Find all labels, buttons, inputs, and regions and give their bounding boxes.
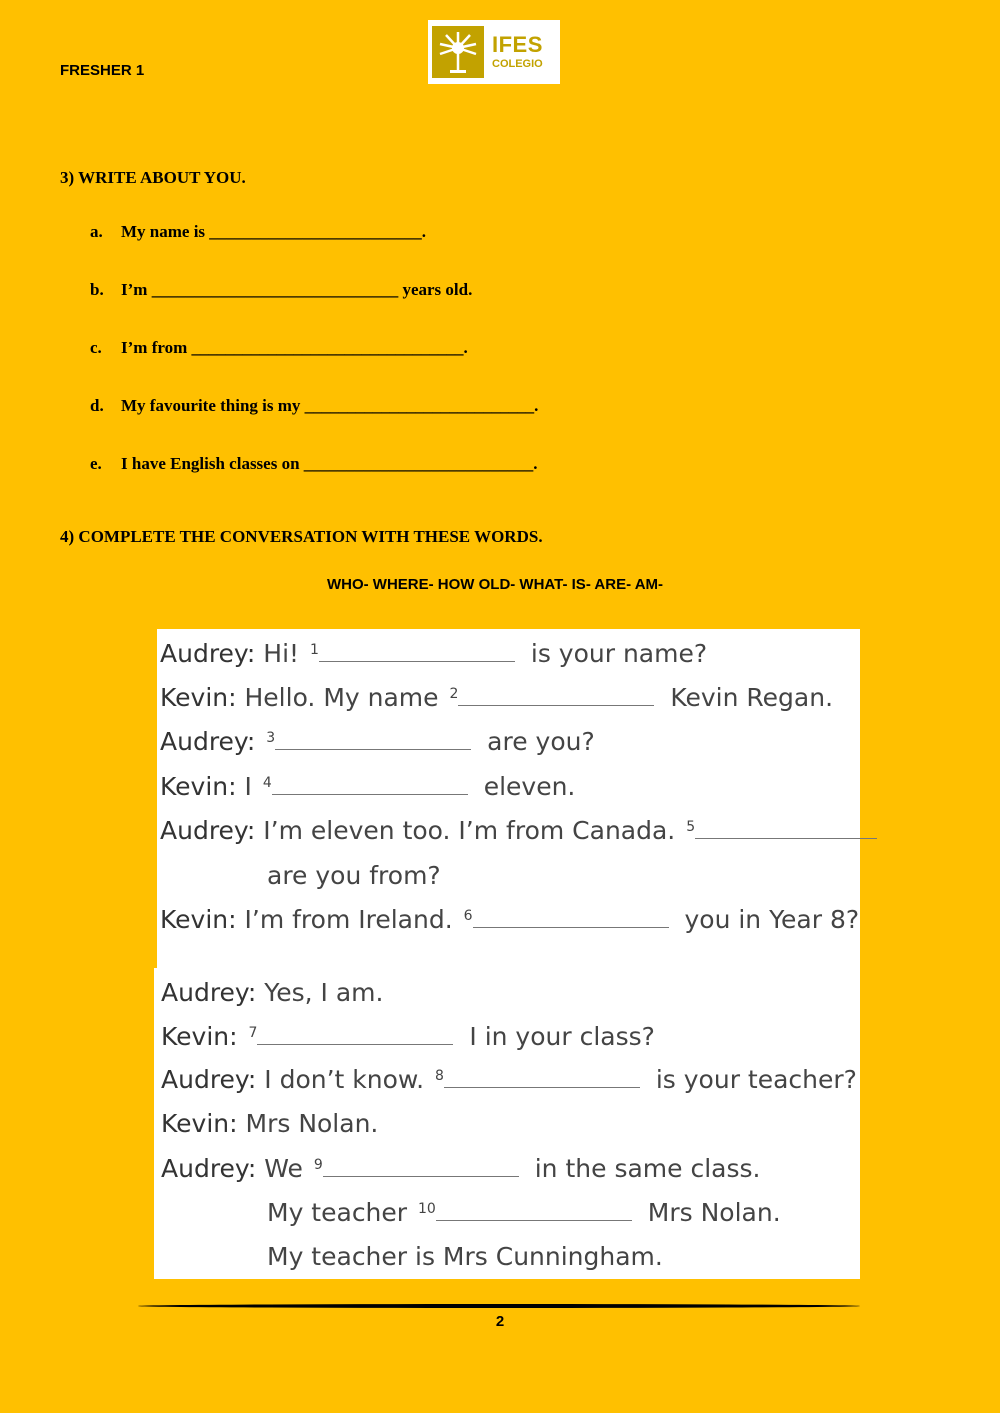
school-logo xyxy=(428,20,560,84)
answer-blank[interactable] xyxy=(319,643,515,662)
line-text-before: We xyxy=(256,1154,311,1183)
line-text-after: you in Year 8? xyxy=(676,905,860,934)
conversation-line xyxy=(267,861,441,891)
logo-wordmark: IFES xyxy=(492,32,543,57)
write-item-b xyxy=(90,280,472,300)
item-letter: b. xyxy=(90,280,104,299)
line-text-after: are you? xyxy=(479,727,595,756)
conversation-line xyxy=(160,905,859,935)
answer-blank[interactable] xyxy=(323,1158,519,1177)
conversation-line xyxy=(160,639,707,669)
blank-number: 5 xyxy=(686,819,696,835)
answer-blank[interactable] xyxy=(473,909,669,928)
word-bank: WHO- WHERE- HOW OLD- WHAT- IS- ARE- AM- xyxy=(326,576,664,593)
conversation-line xyxy=(161,1022,655,1052)
line-text-before: My teacher is Mrs Cunningham. xyxy=(267,1242,663,1271)
write-item-c xyxy=(90,338,468,358)
line-text-before: I xyxy=(236,772,260,801)
item-letter: e. xyxy=(90,454,102,473)
line-text-before: Mrs Nolan. xyxy=(237,1109,379,1138)
footer-divider xyxy=(138,1304,860,1308)
conversation-line xyxy=(160,772,575,802)
line-text-after: eleven. xyxy=(475,772,576,801)
line-text-before: Hi! xyxy=(255,639,307,668)
speaker-name: Audrey: xyxy=(161,1154,257,1183)
line-text-before xyxy=(255,727,263,756)
blank-number: 6 xyxy=(463,908,473,924)
line-text-before: My teacher xyxy=(267,1198,416,1227)
section-3-title: 3) WRITE ABOUT YOU. xyxy=(60,168,246,187)
speaker-name: Audrey: xyxy=(161,978,257,1007)
write-item-a xyxy=(90,222,426,242)
item-text: My name is _________________________. xyxy=(121,222,427,241)
answer-blank[interactable] xyxy=(695,820,877,839)
line-text-after: Mrs Nolan. xyxy=(639,1198,781,1227)
speaker-name: Kevin: xyxy=(161,1109,238,1138)
line-text-before: I’m eleven too. I’m from Canada. xyxy=(255,816,684,845)
conversation-panel-1 xyxy=(157,629,860,968)
section-4-title: 4) COMPLETE THE CONVERSATION WITH THESE WORDS. xyxy=(60,527,543,546)
blank-number: 9 xyxy=(313,1157,323,1173)
item-letter: c. xyxy=(90,338,102,357)
conversation-line xyxy=(161,1065,857,1095)
line-text-before: I’m from Ireland. xyxy=(236,905,461,934)
sun-tree-icon xyxy=(432,26,484,78)
write-item-d xyxy=(90,396,538,416)
conversation-line xyxy=(267,1198,781,1228)
conversation-line xyxy=(161,1154,760,1184)
answer-blank[interactable] xyxy=(257,1026,453,1045)
line-text-after: is your name? xyxy=(522,639,708,668)
conversation-line xyxy=(161,978,383,1008)
blank-number: 4 xyxy=(262,775,272,791)
item-text: I have English classes on ___________________________. xyxy=(121,454,538,473)
line-text-after: I in your class? xyxy=(461,1022,655,1051)
worksheet-level-label: FRESHER 1 xyxy=(60,62,145,79)
conversation-line xyxy=(161,1109,378,1139)
write-item-e xyxy=(90,454,538,474)
blank-number: 3 xyxy=(266,730,276,746)
blank-number: 1 xyxy=(310,642,319,658)
item-letter: d. xyxy=(90,396,104,415)
page-number: 2 xyxy=(495,1313,505,1330)
blank-number: 7 xyxy=(248,1025,258,1041)
speaker-name: Audrey: xyxy=(160,816,256,845)
line-text-after: Kevin Regan. xyxy=(662,683,834,712)
conversation-panel-2 xyxy=(154,968,860,1279)
item-text: I’m from ________________________________. xyxy=(121,338,468,357)
answer-blank[interactable] xyxy=(272,776,468,795)
speaker-name: Kevin: xyxy=(160,772,237,801)
answer-blank[interactable] xyxy=(458,687,654,706)
speaker-name: Kevin: xyxy=(160,683,237,712)
speaker-name: Audrey: xyxy=(160,639,256,668)
speaker-name: Kevin: xyxy=(160,905,237,934)
conversation-line xyxy=(160,683,833,713)
speaker-name: Audrey: xyxy=(160,727,256,756)
conversation-line xyxy=(160,727,595,757)
speaker-name: Kevin: xyxy=(161,1022,238,1051)
conversation-line xyxy=(160,816,877,846)
answer-blank[interactable] xyxy=(444,1069,640,1088)
answer-blank[interactable] xyxy=(436,1202,632,1221)
line-text-before: Yes, I am. xyxy=(256,978,384,1007)
item-text: I’m _____________________________ years old. xyxy=(121,280,473,299)
line-text-after: is your teacher? xyxy=(647,1065,857,1094)
conversation-line xyxy=(267,1242,663,1272)
blank-number: 10 xyxy=(418,1201,436,1217)
line-text-before: are you from? xyxy=(267,861,441,890)
blank-number: 8 xyxy=(434,1068,444,1084)
line-text-before: Hello. My name xyxy=(236,683,447,712)
item-letter: a. xyxy=(90,222,103,241)
speaker-name: Audrey: xyxy=(161,1065,257,1094)
logo-subtitle: COLEGIO xyxy=(492,58,543,70)
item-text: My favourite thing is my ___________________________. xyxy=(121,396,539,415)
answer-blank[interactable] xyxy=(275,731,471,750)
line-text-before: I don’t know. xyxy=(256,1065,432,1094)
line-text-before xyxy=(238,1022,246,1051)
blank-number: 2 xyxy=(449,686,459,702)
line-text-after: in the same class. xyxy=(526,1154,761,1183)
